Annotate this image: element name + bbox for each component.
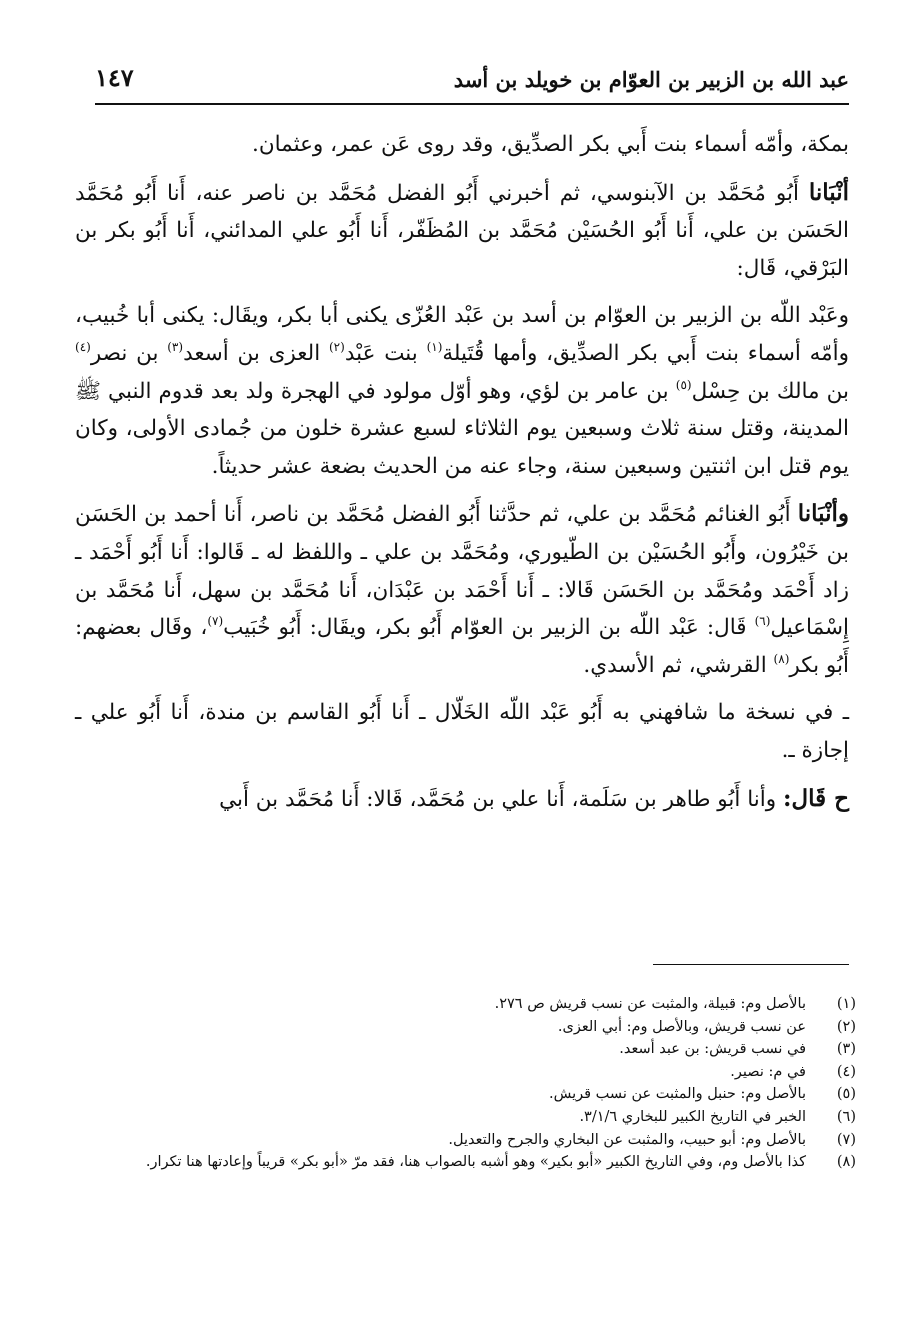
- footnote-number: (٧): [836, 1131, 856, 1148]
- footnote-number: (٤): [836, 1063, 856, 1080]
- text-segment: قَال: عَبْد اللّه بن الزبير بن العوّام أَبُو بكر، ويقَال: أَبُو خُبَيب: [223, 615, 755, 641]
- footnote-4: [75, 1061, 856, 1084]
- footnotes: [75, 993, 856, 1174]
- footnote-number: (٦): [836, 1108, 856, 1125]
- paragraph-2: [75, 174, 849, 288]
- footnote-separator: [653, 964, 849, 965]
- narration-lead: أنْبَانا: [808, 178, 849, 206]
- footnote-number: (٨): [836, 1154, 856, 1171]
- text-segment: ، وقَال بعضهم: أَبُو بكر: [75, 615, 849, 678]
- footnote-text: في م: نصير.: [730, 1063, 806, 1080]
- footnote-text: بالأصل وم: حنبل والمثبت عن نسب قريش.: [548, 1086, 806, 1103]
- narration-lead: وأنْبَانا: [797, 500, 849, 528]
- paragraph-2-text: أَبُو مُحَمَّد بن الآبنوسي، ثم أخبرني أَبُو الفضل مُحَمَّد بن ناصر عنه، أَنا أَبُو مُحَمَّد الحَسَن بن علي، أَنا أَبُو الحُسَيْن مُحَمَّد بن المُظَفّر، أَنا أَبُو علي المدائني، أَنا أَبُو بكر بن البَرْقي، قَال:: [75, 180, 849, 281]
- footnote-3: [75, 1038, 856, 1061]
- text-segment: أَبُو الغنائم مُحَمَّد بن علي، ثم حدَّثنا أَبُو الفضل مُحَمَّد بن ناصر، أَنا أحمد بن الحَسَن بن خَيْرُون، وأَبُو الحُسَيْن بن الطّيوري، ومُحَمَّد بن علي ـ واللفظ له ـ قَالوا: أَنا أَبُو أَحْمَد ـ زاد أَحْمَد ومُحَمَّد بن الحَسَن قَالا: ـ أَنا أَحْمَد بن عَبْدَان، أَنا مُحَمَّد بن سهل، أَنا مُحَمَّد بن إِسْمَاعيل: [75, 502, 849, 641]
- footnote-7: [75, 1129, 856, 1152]
- text-segment: القرشي، ثم الأسدي.: [583, 652, 774, 678]
- footnote-text: بالأصل وم: قبيلة، والمثبت عن نسب قريش ص ٢٧٦.: [494, 996, 806, 1012]
- footnote-2: [75, 1016, 856, 1039]
- footnote-text: عن نسب قريش، وبالأصل وم: أبي العزى.: [557, 1018, 806, 1035]
- footnote-ref-3[interactable]: (٣): [167, 339, 184, 354]
- footnote-text: بالأصل وم: أبو حبيب، والمثبت عن البخاري والجرح والتعديل.: [448, 1131, 806, 1148]
- footnote-number: (١): [836, 996, 856, 1012]
- paragraph-3: [75, 297, 849, 485]
- running-header: [95, 60, 849, 92]
- footnote-number: (٢): [836, 1018, 856, 1035]
- narration-lead: ح قَال:: [782, 784, 849, 812]
- footnote-ref-8[interactable]: (٨): [773, 651, 790, 666]
- paragraph-6-text: وأنا أَبُو طاهر بن سَلَمة، أَنا علي بن مُحَمَّد، قَالا: أَنا مُحَمَّد بن أَبي: [219, 786, 783, 812]
- paragraph-4: [75, 495, 849, 684]
- text-segment: وعَبْد اللّه بن الزبير بن العوّام بن أسد بن عَبْد العُزّى يكنى أبا بكر، ويقَال: يكنى أبا خُبيب، وأمّه أسماء بنت أَبي بكر الصدِّيق، وأمها قُتَيلة: [75, 303, 850, 366]
- page-number: ١٤٧: [95, 63, 134, 92]
- footnote-1: [75, 993, 856, 1016]
- footnote-text: في نسب قريش: بن عبد أسعد.: [619, 1041, 806, 1058]
- text-segment: بن عامر بن لؤي، وهو أوّل مولود في الهجرة ولد بعد قدوم النبي ﷺ المدينة، وقتل سنة ثلاث وسبعين يوم الثلاثاء لسبع عشرة خلون من جُمادى الأولى، وكان يوم قتل ابن اثنتين وسبعين سنة، وجاء عنه من الحديث بضعة عشر حديثاً.: [75, 378, 849, 479]
- header-rule: [95, 103, 849, 105]
- paragraph-1: بمكة، وأمّه أسماء بنت أَبي بكر الصدِّيق، وقد روى عَن عمر، وعثمان.: [252, 132, 849, 157]
- paragraph-5: ـ في نسخة ما شافهني به أَبُو عَبْد اللّه الخَلّال ـ أَنا أَبُو القاسم بن مندة، أَنا أَبُو علي ـ إجازة ـ.: [75, 700, 849, 763]
- footnote-ref-7[interactable]: (٧): [207, 614, 224, 629]
- footnote-number: (٥): [836, 1086, 856, 1103]
- text-segment: بن نصر: [90, 340, 168, 366]
- text-segment: بنت عَبْد: [344, 340, 427, 366]
- text-segment: بن مالك بن حِسْل: [691, 378, 849, 404]
- footnote-number: (٣): [836, 1041, 856, 1058]
- footnote-ref-2[interactable]: (٢): [328, 339, 345, 354]
- paragraph-6: [75, 780, 849, 819]
- footnote-ref-1[interactable]: (١): [426, 339, 443, 354]
- footnote-text: كذا بالأصل وم، وفي التاريخ الكبير «أبو بكير» وهو أشبه بالصواب هنا، فقد مرّ «أبو بكر» قريباً وإعادتها هنا تكرار.: [145, 1154, 806, 1171]
- footnote-8: [75, 1151, 856, 1174]
- footnote-5: [75, 1083, 856, 1106]
- text-segment: العزى بن أسعد: [183, 340, 329, 366]
- footnote-6: [75, 1106, 856, 1129]
- header-title: عبد الله بن الزبير بن العوّام بن خويلد بن أسد: [453, 67, 849, 92]
- footnote-ref-4[interactable]: (٤): [75, 339, 91, 354]
- footnote-text: الخبر في التاريخ الكبير للبخاري ٣/١/٦.: [579, 1108, 806, 1125]
- footnote-ref-6[interactable]: (٦): [754, 614, 771, 629]
- footnote-ref-5[interactable]: (٥): [675, 377, 692, 392]
- main-text: [75, 126, 849, 828]
